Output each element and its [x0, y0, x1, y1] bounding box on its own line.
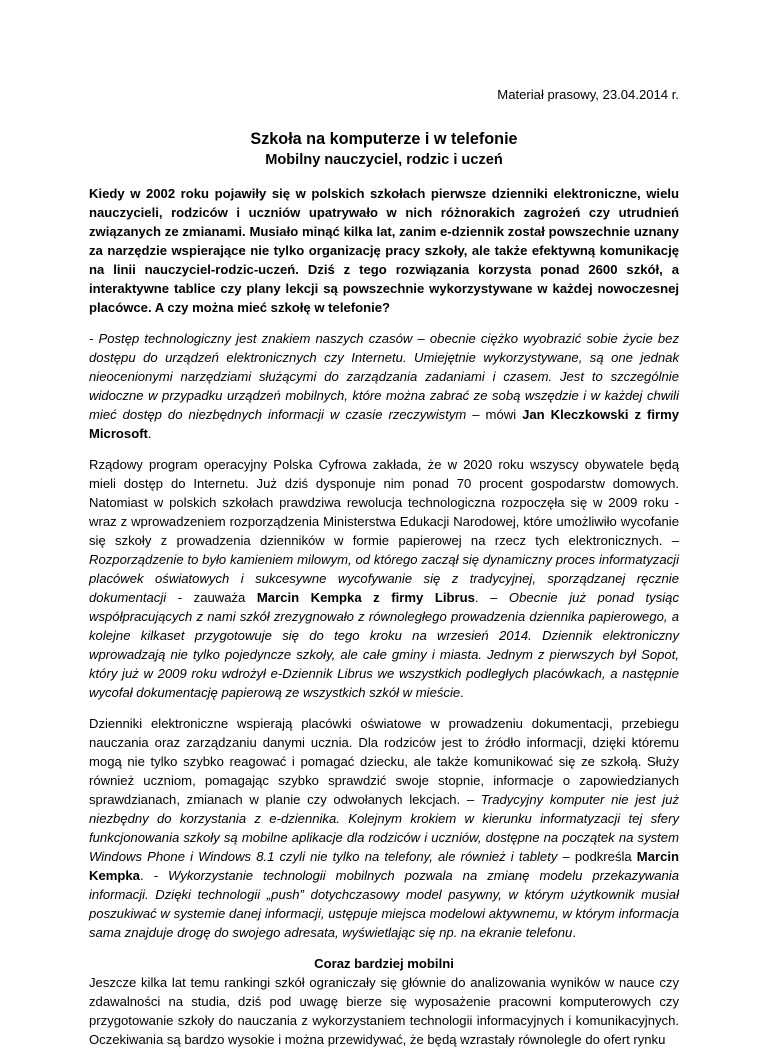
- body-text: Dzienniki elektroniczne wspierają placówki oświatowe w prowadzeniu dokumentacji, przebiegu nauczania oraz zarządzaniu danymi ucznia. Dla rodziców jest to źródło informacji, dzięki któremu mogą nie tylko szybko reagować i pomagać dziecku, ale także komunikować się ze szkołą. Służy również uczniom, pomagając szybko sprawdzić swoje stopnie, informacje o zapowiedzianych sprawdzianach, zmianach w planie czy odwołanych lekcjach.: [89, 716, 679, 807]
- sentence-end: .: [147, 426, 152, 441]
- section-heading: Coraz bardziej mobilni: [314, 956, 454, 971]
- sentence-end: .: [460, 685, 464, 700]
- attribution-text: - zauważa: [166, 590, 257, 605]
- sentence-end: .: [572, 925, 576, 940]
- attribution-text: .: [474, 590, 491, 605]
- speaker-name: Jan Kleczkowski z firmy Microsoft: [89, 407, 680, 441]
- quote-text: - Wykorzystanie technologii mobilnych pozwala na zmianę modelu przekazywania informacji. Dzięki technologii „push” dotychczasowy model pasywny, w którym użytkownik musiał poszukiwać w systemie danej informacji, ustępuje miejsca modelowi aktywnemu, w którym informacja sama znajduje drogę do swojego adresata, wyświetlając się np. na ekranie telefonu: [89, 868, 679, 940]
- article-title: Szkoła na komputerze i w telefonie: [250, 130, 518, 148]
- attribution-text: – podkreśla: [557, 849, 637, 864]
- speaker-name: Marcin Kempka z firmy Librus: [256, 590, 475, 605]
- section-paragraph: Jeszcze kilka lat temu rankingi szkół ograniczały się głównie do analizowania wyników w nauce czy zdawalności na studia, dziś pod uwagę bierze się wyposażenie pracowni komputerowych czy przygotowanie szkoły do nauczania z wykorzystaniem technologii informacyjnych i komunikacyjnych. Oczekiwania są bardzo wysokie i można przewidywać, że będą wzrastały równolegle do ofert rynku: [89, 975, 679, 1047]
- quote-text: – Obecnie już ponad tysiąc współpracujących z nami szkół zrezygnowało z równoległego prowadzenia dziennika papierowego, a kolejne kilkaset przygotowuje się do tego kroku na wrzesień 2014. Dziennik elektroniczny wprowadzają nie tylko pojedyncze szkoły, ale całe gminy i miasta. Jednym z pierwszych był Sopot, który już w 2009 roku wdrożył e-Dziennik Librus we wszystkich podległych placówkach, a następnie wycofał dokumentację papierową ze wszystkich szkół w mieście: [89, 590, 679, 700]
- attribution-text: – mówi: [466, 407, 523, 422]
- lead-paragraph: Kiedy w 2002 roku pojawiły się w polskich szkołach pierwsze dzienniki elektroniczne, wielu nauczycieli, rodziców i uczniów upatrywało w nich różnorakich zagrożeń czy utrudnień związanych ze zmianami. Musiało minąć kilka lat, zanim e-dziennik został powszechnie uznany za narzędzie wspierające nie tylko organizację pracy szkoły, ale także efektywną komunikację na linii nauczyciel-rodzic-uczeń. Dziś z tego rozwiązania korzysta ponad 2600 szkół, a interaktywne tablice czy plany lekcji są powszechnie wykorzystywane w każdej nowoczesnej placówce. A czy można mieć szkołę w telefonie?: [89, 186, 679, 315]
- attribution-text: .: [139, 868, 154, 883]
- quote-text: - Postęp technologiczny jest znakiem naszych czasów – obecnie ciężko wyobrazić sobie życie bez dostępu do urządzeń elektronicznych czy Internetu. Umiejętnie wykorzystywane, są one jednak nieocenionymi narzędziami służącymi do zarządzania zadaniami i czasem. Jest to szczególnie widoczne w przypadku urządzeń mobilnych, które można zabrać ze sobą wszędzie i w każdej chwili mieć dostęp do niezbędnych informacji w czasie rzeczywistym: [89, 331, 679, 422]
- paragraph-e-dzienniki: [89, 714, 679, 942]
- speaker-name: Marcin Kempka: [89, 849, 679, 883]
- body-text: Rządowy program operacyjny Polska Cyfrowa zakłada, że w 2020 roku wszyscy obywatele będą mieli dostęp do Internetu. Już dziś dysponuje nim ponad 70 procent gospodarstw domowych. Natomiast w polskich szkołach prawdziwa rewolucja technologiczna rozpoczęła się w 2009 roku - wraz z wprowadzeniem rozporządzenia Ministerstwa Edukacji Narodowej, które umożliwiło wycofanie się szkoły z prowadzenia dzienników w formie papierowej na rzecz tych elektronicznych.: [89, 457, 679, 548]
- quote-text: – Tradycyjny komputer nie jest już niezbędny do korzystania z e-dziennika. Kolejnym krokiem w kierunku informatyzacji tej sfery funkcjonowania szkoły są mobilne aplikacje dla rodziców i uczniów, dostępne na początek na system Windows Phone i Windows 8.1 czyli nie tylko na telefony, ale również i tablety: [89, 792, 679, 864]
- press-release-date: Materiał prasowy, 23.04.2014 r.: [497, 87, 679, 102]
- article-subtitle: Mobilny nauczyciel, rodzic i uczeń: [265, 152, 503, 168]
- paragraph-microsoft-quote: [89, 329, 679, 443]
- paragraph-polska-cyfrowa: [89, 455, 679, 702]
- quote-text: – Rozporządzenie to było kamieniem milowym, od którego zaczął się dynamiczny proces informatyzacji placówek oświatowych i sukcesywne wycofywanie się z tradycyjnej, sporządzanej ręcznie dokumentacji: [89, 533, 679, 605]
